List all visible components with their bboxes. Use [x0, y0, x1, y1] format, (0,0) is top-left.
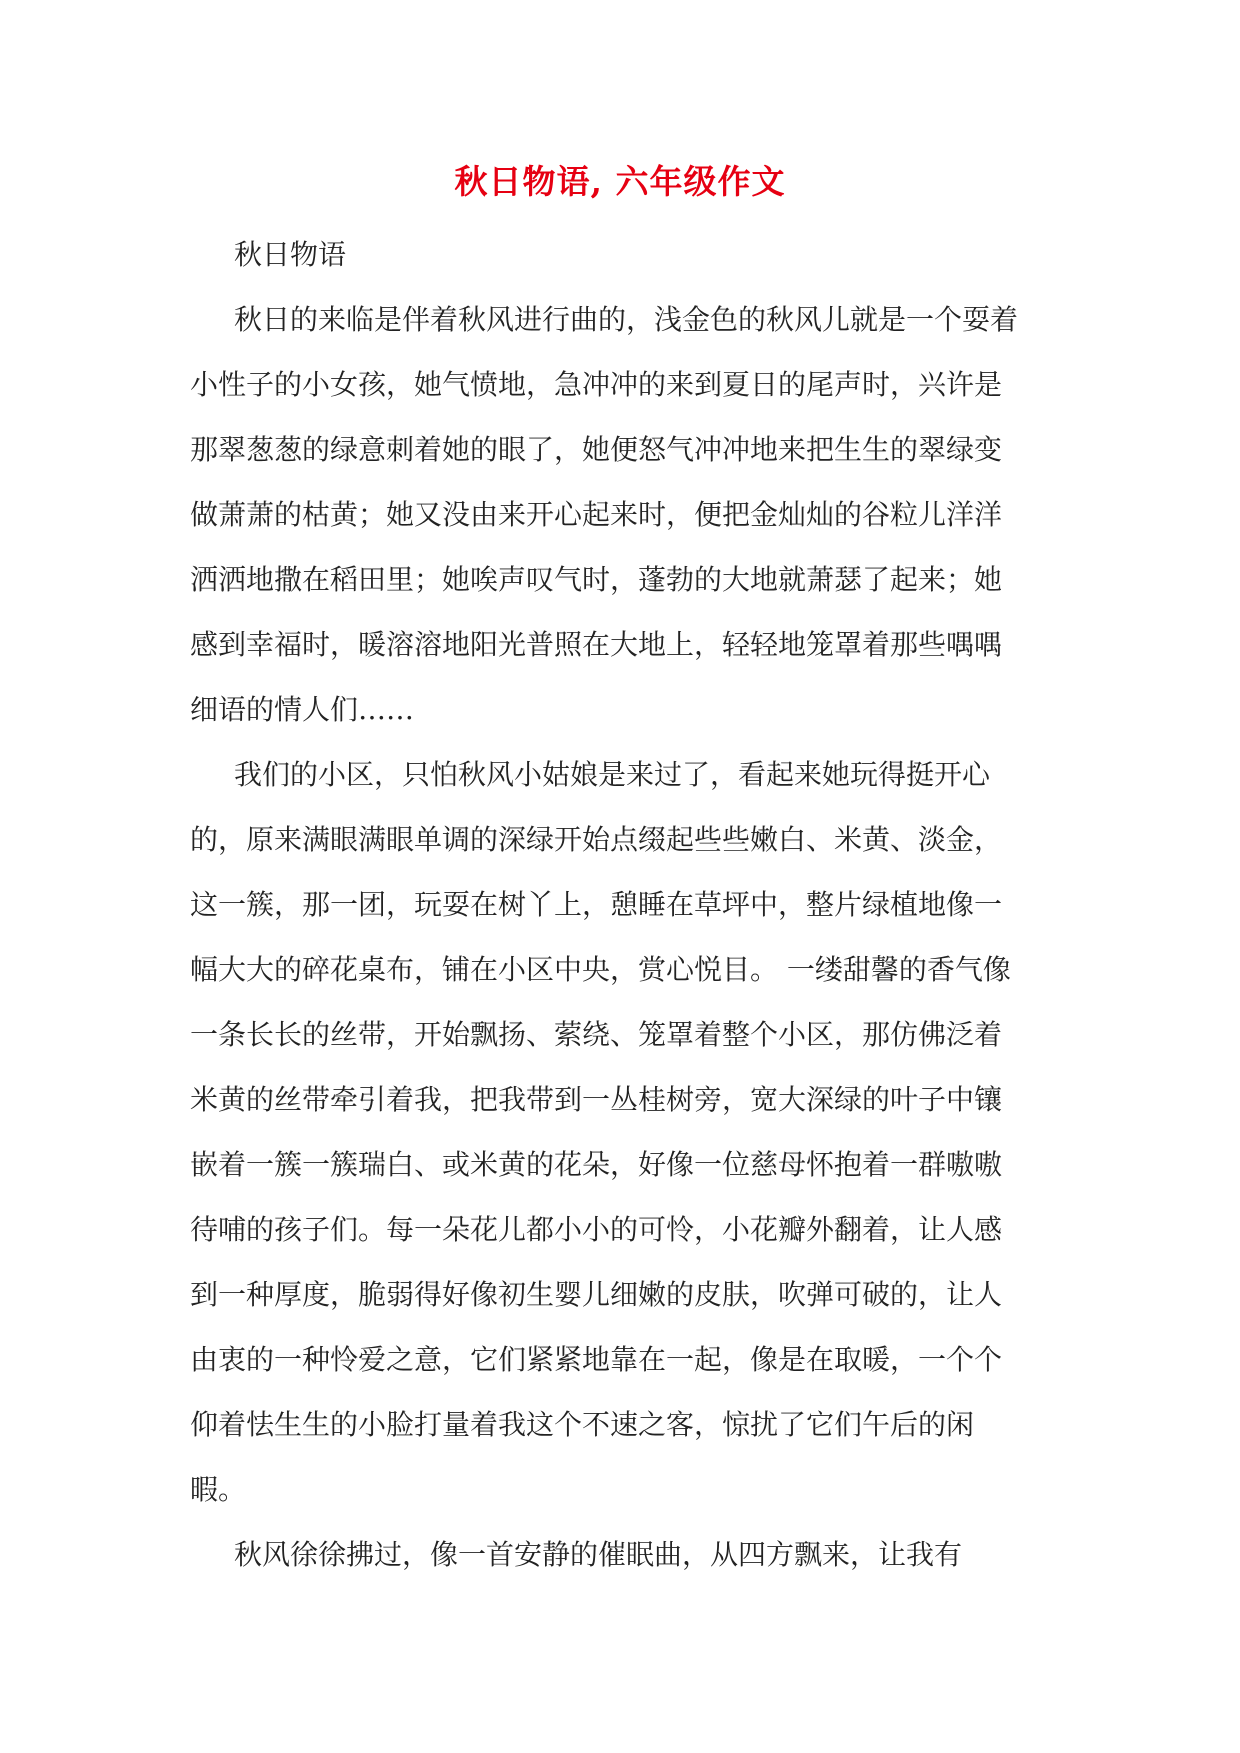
text-line: 米黄的丝带牵引着我，把我带到一丛桂树旁，宽大深绿的叶子中镶	[190, 1083, 1003, 1116]
text-line: 做萧萧的枯黄；她又没由来开心起来时，便把金灿灿的谷粒儿洋洋	[190, 498, 1003, 531]
text-line: 细语的情人们……	[190, 693, 415, 726]
text-line: 感到幸福时，暖溶溶地阳光普照在大地上，轻轻地笼罩着那些喁喁	[190, 628, 1003, 661]
text-line: 的，原来满眼满眼单调的深绿开始点缀起些些嫩白、米黄、淡金，	[190, 823, 1003, 856]
document-body	[190, 222, 1060, 1587]
text-line: 秋日的来临是伴着秋风进行曲的，浅金色的秋风儿就是一个耍着	[234, 303, 1019, 336]
text-line: 由衷的一种怜爱之意，它们紧紧地靠在一起，像是在取暖，一个个	[190, 1343, 1003, 1376]
text-line: 这一簇，那一团，玩耍在树丫上，憩睡在草坪中，整片绿植地像一	[190, 888, 1003, 921]
text-line: 洒洒地撒在稻田里；她唉声叹气时，蓬勃的大地就萧瑟了起来；她	[190, 563, 1003, 596]
text-line: 秋风徐徐拂过，像一首安静的催眠曲，从四方飘来，让我有	[234, 1538, 963, 1571]
text-line: 到一种厚度，脆弱得好像初生婴儿细嫩的皮肤，吹弹可破的，让人	[190, 1278, 1003, 1311]
text-line: 一条长长的丝带，开始飘扬、萦绕、笼罩着整个小区，那仿佛泛着	[190, 1018, 1003, 1051]
text-line: 我们的小区，只怕秋风小姑娘是来过了，看起来她玩得挺开心	[234, 758, 991, 791]
text-line: 仰着怯生生的小脸打量着我这个不速之客，惊扰了它们午后的闲	[190, 1408, 975, 1441]
text-line: 小性子的小女孩，她气愤地，急冲冲的来到夏日的尾声时，兴许是	[190, 368, 1003, 401]
document-title: 秋日物语, 六年级作文	[454, 162, 786, 201]
text-line: 那翠葱葱的绿意刺着她的眼了，她便怒气冲冲地来把生生的翠绿变	[190, 433, 1003, 466]
text-line: 暇。	[190, 1473, 247, 1506]
text-line: 幅大大的碎花桌布，铺在小区中央，赏心悦目。 一缕甜馨的香气像	[190, 953, 1011, 986]
text-line: 待哺的孩子们。每一朵花儿都小小的可怜，小花瓣外翻着，让人感	[190, 1213, 1003, 1246]
text-line: 秋日物语	[234, 238, 347, 271]
text-line: 嵌着一簇一簇瑞白、或米黄的花朵，好像一位慈母怀抱着一群嗷嗷	[190, 1148, 1003, 1181]
